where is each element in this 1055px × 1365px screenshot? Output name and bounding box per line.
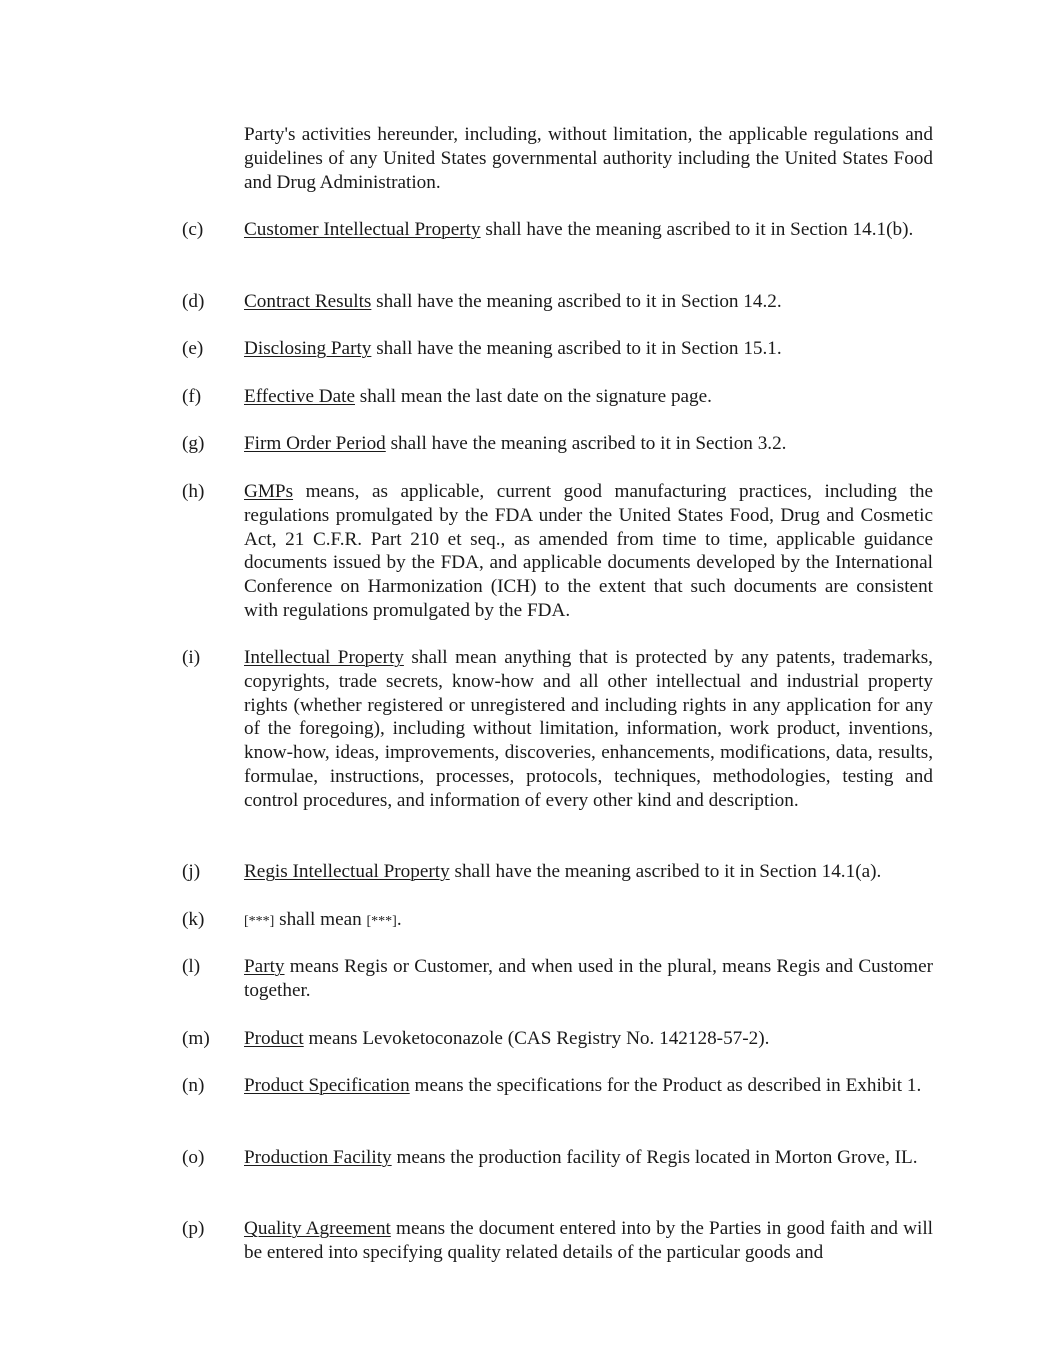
definition-label-g: (g): [182, 433, 205, 454]
definition-label-j: (j): [182, 861, 201, 882]
definition-label-d: (d): [182, 291, 205, 312]
definition-p: [244, 1217, 933, 1265]
defined-term: Product: [244, 1028, 304, 1049]
defined-term: Effective Date: [244, 386, 355, 407]
redaction-marker: [***]: [366, 914, 397, 929]
defined-term: GMPs: [244, 481, 294, 502]
definition-label-m: (m): [182, 1028, 210, 1049]
definition-end: .: [396, 909, 402, 930]
defined-term: Customer Intellectual Property: [244, 219, 481, 240]
definition-j: [244, 860, 933, 884]
defined-term: Production Facility: [244, 1147, 392, 1168]
definition-text: means the specifications for the Product as described in Exhibit 1.: [409, 1075, 922, 1096]
defined-term: Party: [244, 956, 285, 977]
definition-label-o: (o): [182, 1147, 205, 1168]
defined-term: Firm Order Period: [244, 433, 386, 454]
defined-term: Product Specification: [244, 1075, 410, 1096]
definition-text: shall have the meaning ascribed to it in Section 3.2.: [385, 433, 787, 454]
definition-e: [244, 337, 933, 361]
definition-label-k: (k): [182, 909, 205, 930]
defined-term: Contract Results: [244, 291, 372, 312]
definition-label-e: (e): [182, 338, 204, 359]
definition-label-i: (i): [182, 647, 201, 668]
definition-label-p: (p): [182, 1218, 205, 1239]
definition-text: means Levoketoconazole (CAS Registry No. 142128-57-2).: [303, 1028, 770, 1049]
definition-k: [244, 908, 933, 934]
definition-text: shall mean anything that is protected by any patents, trademarks, copyrights, trade secrets, know-how and all other intellectual and industrial property rights (whether registered or unregistered and including rights in any application for any of the foregoing), including without limitation, information, work product, inventions, know-how, ideas, improvements, discoveries, enhancements, modifications, data, results, formulae, instructions, processes, protocols, techniques, methodologies, testing and control procedures, and information of every other kind and description.: [244, 647, 933, 811]
defined-term: Regis Intellectual Property: [244, 861, 450, 882]
definition-text: means the production facility of Regis located in Morton Grove, IL.: [391, 1147, 918, 1168]
definition-text: shall have the meaning ascribed to it in Section 14.2.: [371, 291, 782, 312]
redaction-marker: [***]: [244, 914, 275, 929]
defined-term: Quality Agreement: [244, 1218, 391, 1239]
definition-text: means Regis or Customer, and when used in the plural, means Regis and Customer together.: [244, 956, 933, 1001]
definition-text: shall mean: [274, 909, 367, 930]
definition-text: shall mean the last date on the signature page.: [354, 386, 712, 407]
definition-i: [244, 646, 933, 813]
definition-label-h: (h): [182, 481, 205, 502]
definition-label-c: (c): [182, 219, 204, 240]
definition-o: [244, 1146, 933, 1170]
definition-text: shall have the meaning ascribed to it in Section 14.1(a).: [449, 861, 882, 882]
defined-term: Intellectual Property: [244, 647, 404, 668]
definition-f: [244, 385, 933, 409]
definition-d: [244, 290, 933, 314]
definition-c: [244, 218, 933, 242]
definition-text: means the document entered into by the Parties in good faith and will be entered into specifying quality related details of the particular goods and: [244, 1218, 933, 1263]
definition-text: means, as applicable, current good manufacturing practices, including the regulations promulgated by the FDA under the United States Food, Drug and Cosmetic Act, 21 C.F.R. Part 210 et seq., as amended from time to time, applicable guidance documents issued by the FDA, and applicable documents developed by the International Conference on Harmonization (ICH) to the extent that such documents are consistent with regulations promulgated by the FDA.: [244, 481, 933, 621]
definition-n: [244, 1074, 933, 1098]
definition-label-f: (f): [182, 386, 202, 407]
definition-h: [244, 480, 933, 623]
definition-l: [244, 955, 933, 1003]
definition-g: [244, 432, 933, 456]
definition-label-n: (n): [182, 1075, 205, 1096]
definition-text: shall have the meaning ascribed to it in Section 15.1.: [371, 338, 782, 359]
definition-label-l: (l): [182, 956, 201, 977]
defined-term: Disclosing Party: [244, 338, 372, 359]
intro-paragraph: Party's activities hereunder, including, without limitation, the applicable regulations and guidelines of any United States governmental authority including the United States Food and Drug Administration.: [244, 124, 933, 193]
definition-m: [244, 1027, 933, 1051]
definition-text: shall have the meaning ascribed to it in Section 14.1(b).: [480, 219, 914, 240]
